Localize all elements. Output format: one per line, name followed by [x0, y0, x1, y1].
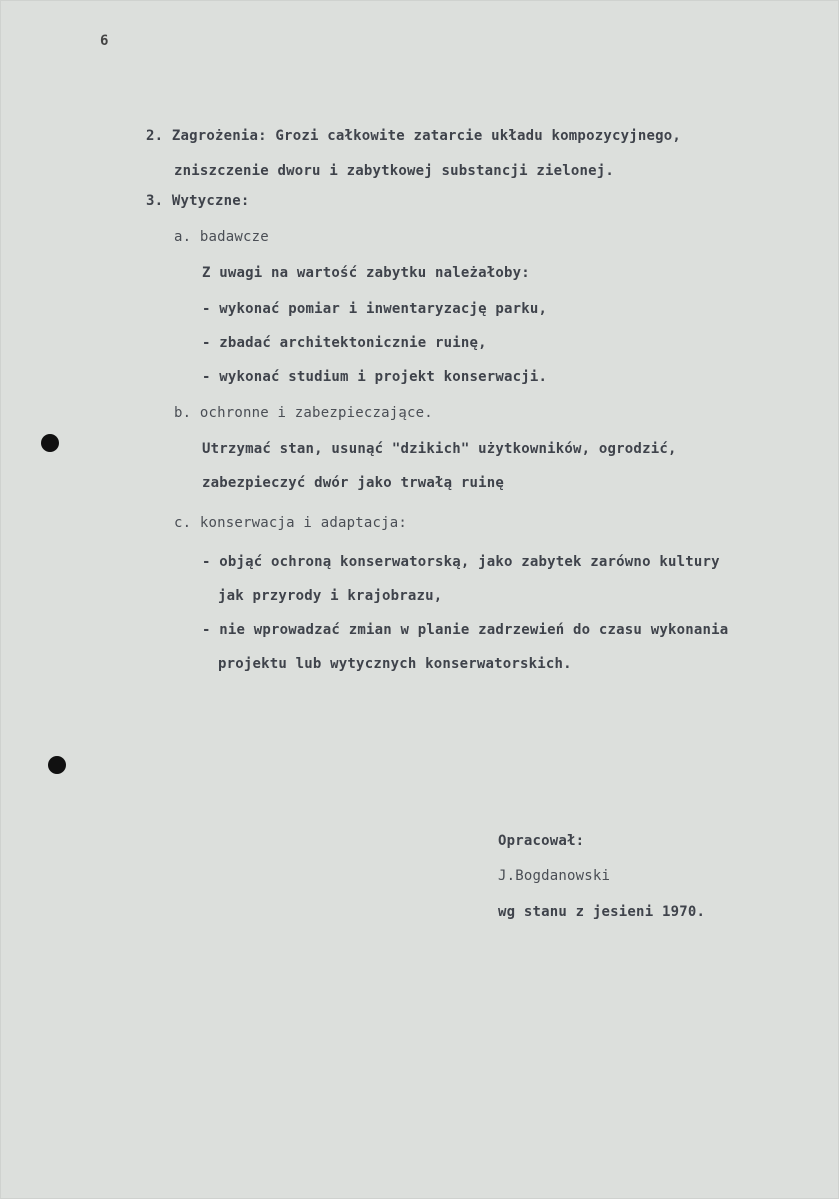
signature-label: Opracował: — [498, 833, 585, 849]
section-a-item: - zbadać architektonicznie ruinę, — [202, 335, 487, 351]
page-number: 6 — [100, 33, 109, 49]
threats-line-1: 2. Zagrożenia: Grozi całkowite zatarcie układu kompozycyjnego, — [146, 128, 681, 144]
punch-hole — [48, 756, 66, 774]
section-c-item-2-line-2: projektu lub wytycznych konserwatorskich. — [218, 656, 572, 672]
section-b-heading: b. ochronne i zabezpieczające. — [174, 405, 433, 421]
section-b-line-2: zabezpieczyć dwór jako trwałą ruinę — [202, 475, 505, 491]
section-a-intro: Z uwagi na wartość zabytku należałoby: — [202, 265, 530, 281]
signature-date-note: wg stanu z jesieni 1970. — [498, 904, 706, 920]
threats-line-2: zniszczenie dworu i zabytkowej substancji zielonej. — [174, 163, 615, 179]
section-c-item-1-line-1: - objąć ochroną konserwatorską, jako zabytek zarówno kultury — [202, 554, 720, 570]
signature-author: J.Bogdanowski — [498, 868, 611, 884]
section-a-heading: a. badawcze — [174, 229, 269, 245]
section-b-line-1: Utrzymać stan, usunąć "dzikich" użytkowników, ogrodzić, — [202, 441, 677, 457]
section-a-item: - wykonać pomiar i inwentaryzację parku, — [202, 301, 548, 317]
section-a-item: - wykonać studium i projekt konserwacji. — [202, 369, 548, 385]
punch-hole — [41, 434, 59, 452]
section-c-item-1-line-2: jak przyrody i krajobrazu, — [218, 588, 443, 604]
guidelines-heading: 3. Wytyczne: — [146, 193, 250, 209]
section-c-heading: c. konserwacja i adaptacja: — [174, 515, 407, 531]
section-c-item-2-line-1: - nie wprowadzać zmian w planie zadrzewień do czasu wykonania — [202, 622, 729, 638]
